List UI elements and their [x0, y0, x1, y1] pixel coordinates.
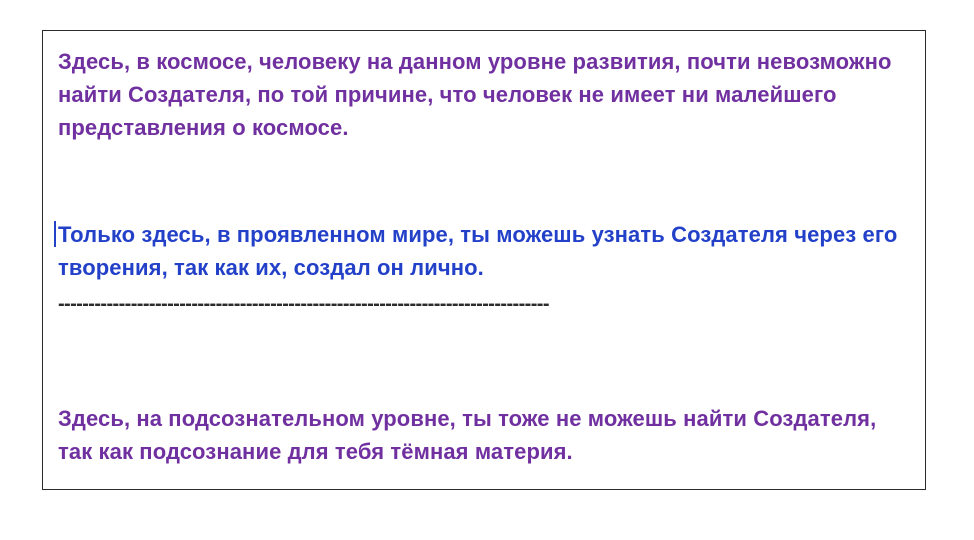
paragraph-manifest-world-text: Только здесь, в проявленном мире, ты можешь узнать Создателя через его творения, так как их, создал он лично.: [58, 222, 898, 280]
paragraph-manifest-world[interactable]: [58, 218, 907, 284]
text-box-content: [58, 45, 907, 468]
paragraph-subconscious: Здесь, на подсознательном уровне, ты тоже не можешь найти Создателя, так как подсознание для тебя тёмная материя.: [58, 406, 877, 464]
paragraph-spacer-one: [58, 144, 907, 218]
text-cursor-caret: [54, 221, 56, 247]
paragraph-cosmos: Здесь, в космосе, человеку на данном уровне развития, почти невозможно найти Создателя, по той причине, что человек не имеет ни малейшего представления о космосе.: [58, 49, 892, 140]
text-box-frame[interactable]: [42, 30, 926, 490]
dashed-divider: ---------------------------------------------------------------------------------: [58, 293, 549, 315]
paragraph-spacer-two: [58, 284, 907, 292]
paragraph-spacer-three: [58, 316, 907, 402]
